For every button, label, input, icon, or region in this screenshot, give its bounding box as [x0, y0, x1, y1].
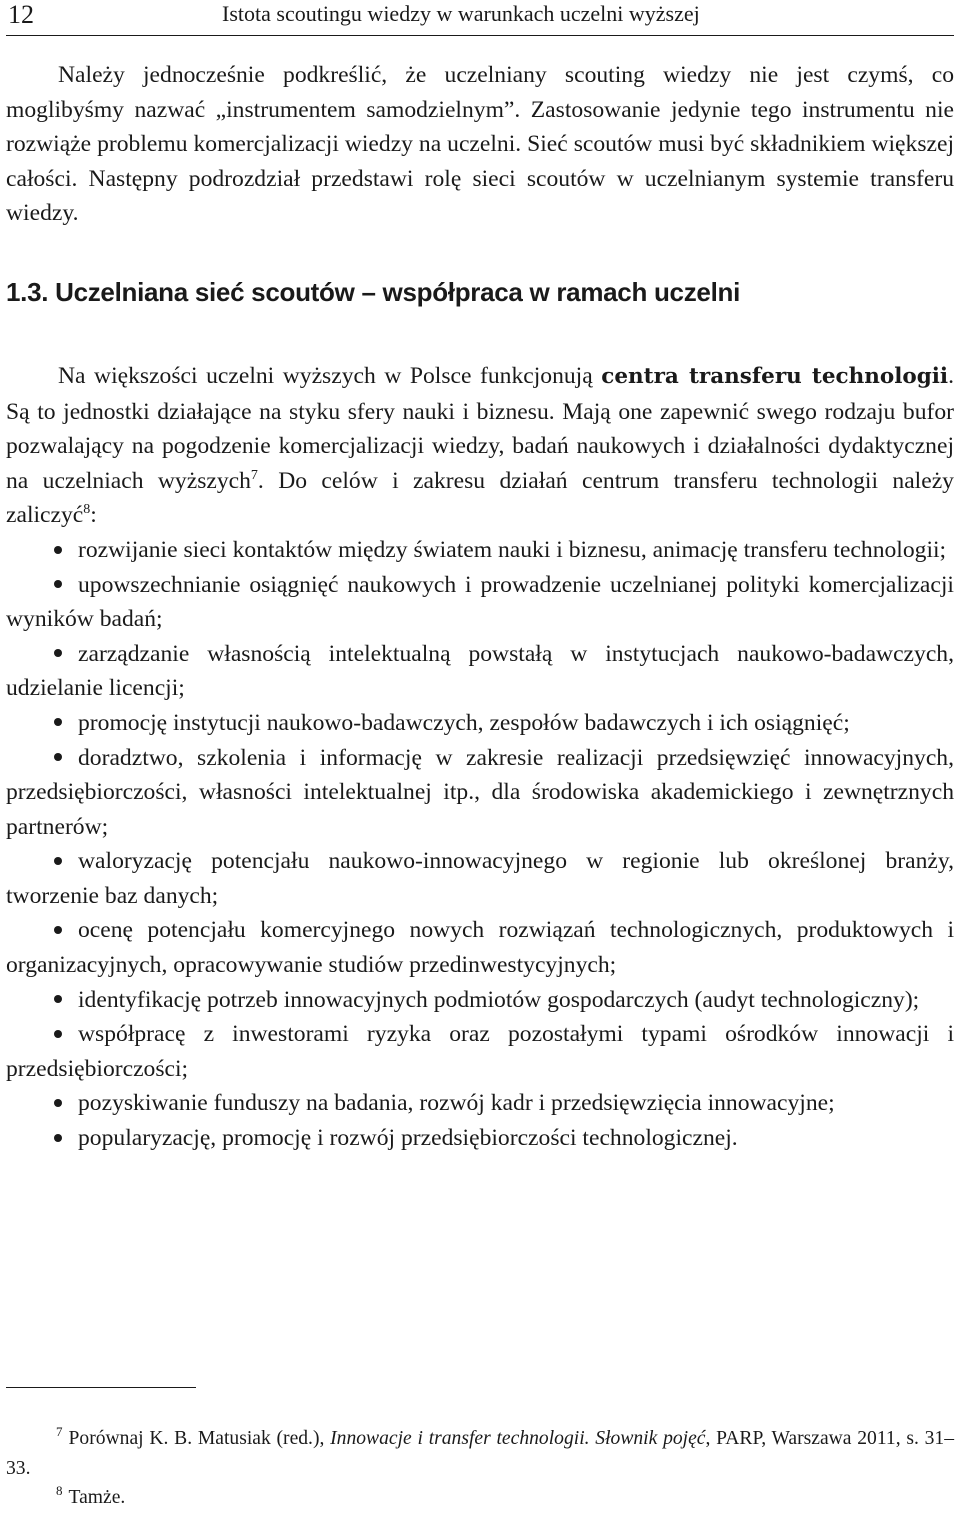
- list-item: [6, 913, 954, 982]
- list-item-text: identyfikację potrzeb innowacyjnych podmiotów gospodarczych (audyt technologiczny);: [78, 986, 920, 1013]
- bullet-icon: [54, 649, 62, 657]
- footnote-reference-8[interactable]: 8: [83, 502, 91, 518]
- footnote-title: Innowacje i transfer technologii. Słownik pojęć: [330, 1428, 706, 1449]
- footnote-text: Tamże.: [68, 1487, 126, 1508]
- bullet-icon: [54, 857, 62, 865]
- list-item: [6, 844, 954, 913]
- main-paragraph-text-2: . Są to jednostki działające na styku sfery nauki i biznesu. Mają one zapewnić swego rodzaju bufor pozwalający na pogodzenie komercjalizacji wiedzy, badań naukowych i działalności dydaktycznej na uczelniach wyższych: [6, 362, 954, 494]
- footnote-number: 7: [56, 1424, 63, 1440]
- bullet-icon: [54, 926, 62, 934]
- list-item: [6, 983, 954, 1018]
- bullet-icon: [54, 580, 62, 588]
- bullet-icon: [54, 1099, 62, 1107]
- footnote-text: Porównaj K. B. Matusiak (red.),: [68, 1428, 331, 1449]
- list-item-text: pozyskiwanie funduszy na badania, rozwój kadr i przedsięwzięcia innowacyjne;: [78, 1090, 835, 1117]
- list-item: [6, 706, 954, 741]
- header-divider: [6, 35, 954, 36]
- bullet-icon: [54, 1134, 62, 1142]
- main-paragraph: [6, 359, 954, 533]
- list-item-text: upowszechnianie osiągnięć naukowych i prowadzenie uczelnianej polityki komercjalizacji wyników badań;: [6, 571, 954, 633]
- page-number: 12: [8, 0, 34, 29]
- footnotes: [6, 1424, 954, 1513]
- list-item: [6, 1086, 954, 1121]
- bullet-list: [6, 533, 954, 1156]
- main-paragraph-text-1: Na większości uczelni wyższych w Polsce funkcjonują: [58, 362, 602, 389]
- intro-paragraph: Należy jednocześnie podkreślić, że uczelniany scouting wiedzy nie jest czymś, co moglibyśmy nazwać „instrumentem samodzielnym”. Zastosowanie jedynie tego instrumentu nie rozwiąże problemu komercjalizacji wiedzy na uczelni. Sieć scoutów musi być składnikiem większej całości. Następny podrozdział przedstawi rolę sieci scoutów w uczelnianym systemie transferu wiedzy.: [6, 62, 954, 227]
- list-item-text: waloryzację potencjału naukowo-innowacyjnego w regionie lub określonej branży, tworzenie baz danych;: [6, 848, 954, 909]
- list-item: [6, 637, 954, 706]
- list-item-text: promocję instytucji naukowo-badawczych, zespołów badawczych i ich osiągnięć;: [78, 709, 850, 736]
- list-item-text: doradztwo, szkolenia i informację w zakresie realizacji przedsięwzięć innowacyjnych, przedsiębiorczości, własności intelektualnej itp., dla środowiska akademickiego i zewnętrznych partnerów;: [6, 744, 954, 840]
- list-item-text: ocenę potencjału komercyjnego nowych rozwiązań technologicznych, produktowych i organizacyjnych, opracowywanie studiów przedinwestycyjnych;: [6, 917, 954, 979]
- list-item-text: współpracę z inwestorami ryzyka oraz pozostałymi typami ośrodków innowacji i przedsiębiorczości;: [6, 1021, 954, 1082]
- list-item: [6, 1121, 954, 1156]
- list-item-text: popularyzację, promocję i rozwój przedsiębiorczości technologicznej.: [78, 1125, 738, 1152]
- list-item: [6, 568, 954, 637]
- list-item-text: zarządzanie własnością intelektualną powstałą w instytucjach naukowo-badawczych, udzielanie licencji;: [6, 640, 954, 702]
- footnote-divider: [6, 1387, 196, 1388]
- running-title: Istota scoutingu wiedzy w warunkach uczelni wyższej: [222, 1, 700, 26]
- list-item: [6, 1017, 954, 1086]
- list-item: [6, 533, 954, 568]
- main-paragraph-text-4: :: [90, 502, 97, 529]
- bullet-icon: [54, 718, 62, 726]
- footnote-7: [6, 1424, 954, 1483]
- main-paragraph-text-3: . Do celów i zakresu działań centrum transferu technologii należy zaliczyć: [6, 467, 954, 529]
- footnote-8: [6, 1483, 954, 1513]
- footnote-text-end: , PARP, Warszawa 2011, s. 31–33.: [6, 1428, 955, 1479]
- page-body: [6, 58, 954, 1156]
- list-item: [6, 741, 954, 845]
- bullet-icon: [54, 753, 62, 761]
- list-item-text: rozwijanie sieci kontaktów między światem nauki i biznesu, animację transferu technologii;: [78, 536, 947, 563]
- footnote-reference-7[interactable]: 7: [250, 467, 258, 483]
- bold-term: centra transferu technologii: [601, 363, 949, 389]
- footnote-number: 8: [56, 1483, 63, 1499]
- page-header: [0, 0, 960, 44]
- bullet-icon: [54, 995, 62, 1003]
- section-heading: 1.3. Uczelniana sieć scoutów – współpraca w ramach uczelni: [6, 276, 740, 307]
- bullet-icon: [54, 1030, 62, 1038]
- bullet-icon: [54, 546, 62, 554]
